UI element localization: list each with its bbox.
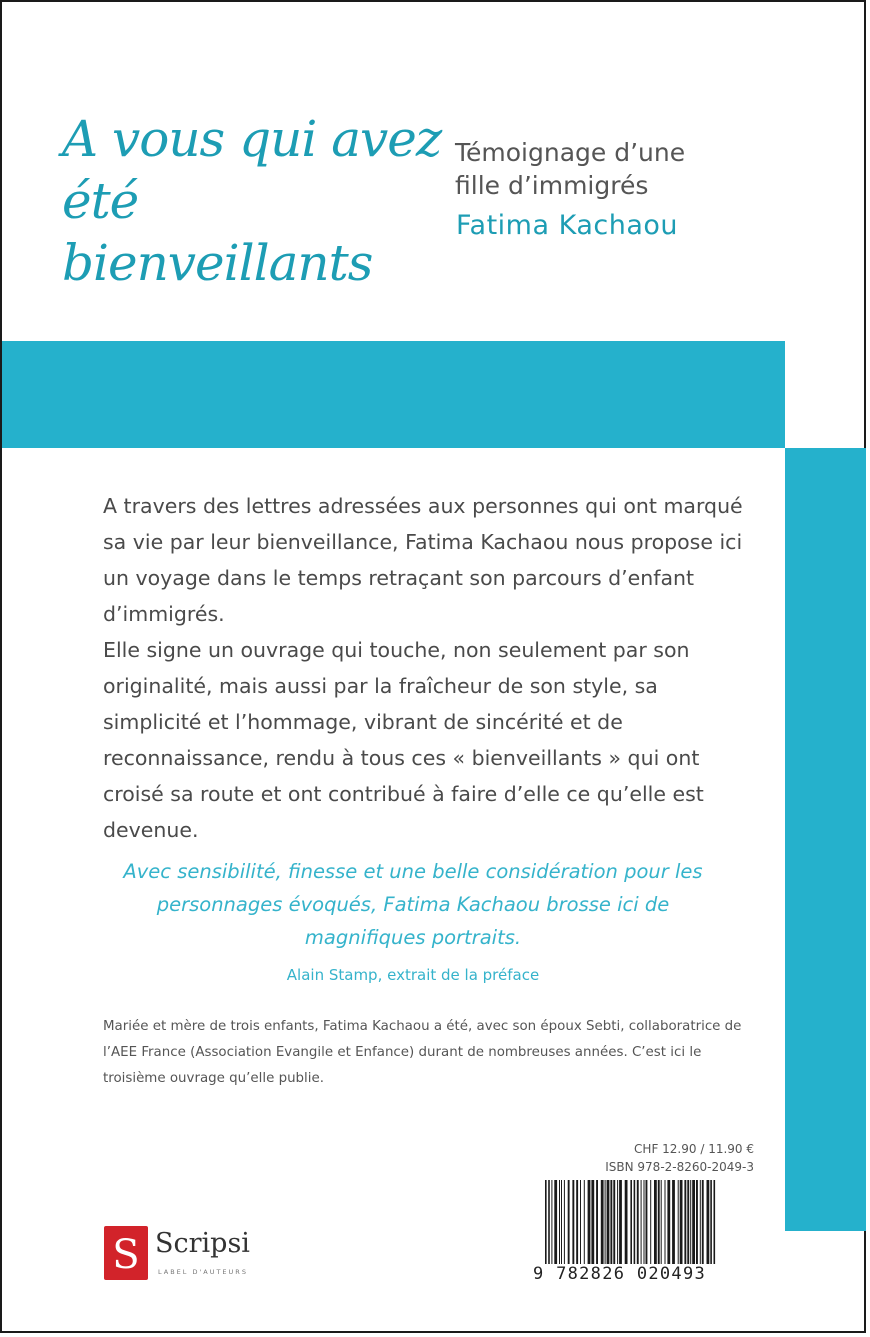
barcode-number: 9 782826 020493 bbox=[533, 1264, 757, 1284]
book-title bbox=[62, 108, 442, 294]
barcode-bars bbox=[533, 1180, 757, 1276]
back-cover-blurb bbox=[103, 488, 748, 848]
accent-band-top bbox=[2, 341, 785, 448]
author-bio: Mariée et mère de trois enfants, Fatima Kachaou a été, avec son époux Sebti, collaboratrice de l’AEE France (Association Evangile et Enfance) durant de nombreuses années. C’est ici le troisième ouvrage qu’elle publie. bbox=[103, 1019, 742, 1086]
svg-text:S: S bbox=[112, 1232, 140, 1278]
author-name: Fatima Kachaou bbox=[456, 210, 679, 241]
blurb-paragraph-1: A travers des lettres adressées aux personnes qui ont marqué sa vie par leur bienveillance, Fatima Kachaou nous propose ici un voyage dans le temps retraçant son parcours d’enfant d’immigrés. bbox=[103, 494, 743, 626]
isbn-barcode bbox=[533, 1180, 757, 1290]
accent-band-side bbox=[785, 448, 866, 1231]
price-info bbox=[540, 1140, 754, 1176]
subtitle-line-1: Témoignage d’une bbox=[455, 138, 686, 167]
publisher-tagline: LABEL D'AUTEURS bbox=[158, 1268, 248, 1276]
subtitle-line-2: fille d’immigrés bbox=[455, 171, 649, 200]
price-label: CHF 12.90 / 11.90 € bbox=[634, 1142, 754, 1156]
preface-quote: Avec sensibilité, finesse et une belle considération pour les personnages évoqués, Fatima Kachaou brosse ici de magnifiques portraits. bbox=[123, 860, 703, 949]
book-title-line-2: été bienveillants bbox=[62, 172, 373, 292]
book-title-line-1: A vous qui avez bbox=[62, 110, 442, 168]
publisher-name: Scripsi bbox=[155, 1228, 250, 1259]
isbn-label: ISBN 978-2-8260-2049-3 bbox=[605, 1160, 754, 1174]
book-subtitle bbox=[455, 136, 785, 202]
blurb-paragraph-2: Elle signe un ouvrage qui touche, non seulement par son originalité, mais aussi par la fraîcheur de son style, sa simplicité et l’hommage, vibrant de sincérité et de reconnaissance, rendu à tous ces « bienveillants » qui ont croisé sa route et ont contribué à faire d’elle ce qu’elle est devenue. bbox=[103, 638, 704, 842]
publisher-logo bbox=[104, 1226, 304, 1286]
quote-source: Alain Stamp, extrait de la préface bbox=[286, 966, 540, 984]
publisher-s-mark-icon bbox=[104, 1226, 148, 1280]
